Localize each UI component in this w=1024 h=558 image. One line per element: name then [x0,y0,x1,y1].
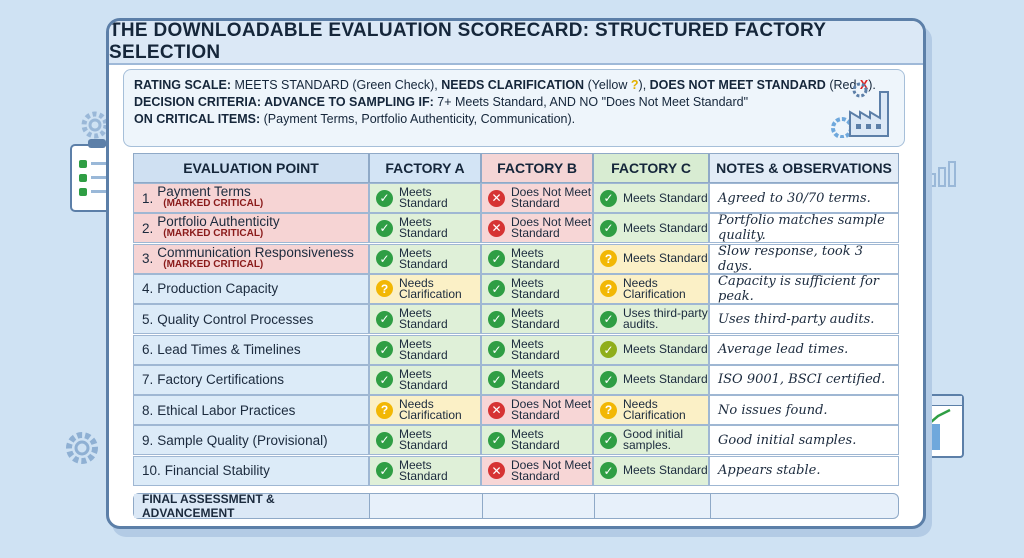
check-icon: ✓ [488,280,505,297]
final-assessment-row [133,493,899,519]
status-label: Does Not Meet Standard [511,457,592,483]
decision-criteria-line: DECISION CRITERIA: ADVANCE TO SAMPLING IF: 7+ Meets Standard, AND NO "Does Not Meet Standard" [134,95,749,109]
check-icon: ✓ [600,371,617,388]
notes-cell: Average lead times. [709,335,899,365]
header-factory-a: FACTORY A [369,153,481,183]
status-label: Does Not Meet Standard [511,185,592,210]
factory-a-status-cell [369,365,481,395]
notes-cell: Slow response, took 3 days. [709,244,899,274]
factory-c-status-cell [593,335,709,365]
factory-a-status-cell [369,244,481,274]
status-label: Needs Clarification [623,397,686,423]
factory-c-status-cell [593,304,709,334]
factory-icon [802,76,898,138]
check-icon: ✓ [488,341,505,358]
factory-a-status-cell [369,274,481,304]
notes-cell: Good initial samples. [709,425,899,455]
factory-b-status-cell [481,335,593,365]
check-icon: ✓ [600,432,617,449]
factory-a-status-cell [369,456,481,486]
notes-cell: Appears stable. [709,456,899,486]
check-icon: ✓ [600,311,617,328]
check-icon: ✓ [376,462,393,479]
evaluation-point-name: Production Capacity [157,281,279,297]
notes-cell: ISO 9001, BSCI certified. [709,365,899,395]
status-label: Meets Standard [399,457,448,483]
notes-cell: Portfolio matches sample quality. [709,213,899,243]
check-icon: ✓ [376,250,393,267]
status-label: Meets Standard [511,306,560,332]
factory-a-status-cell [369,304,481,334]
check-icon: ✓ [600,462,617,479]
evaluation-point-cell: 3. Communication Responsiveness (MARKED CRITICAL) [133,244,369,274]
check-icon: ✓ [488,250,505,267]
status-label: Needs Clarification [399,397,462,423]
critical-tag: (MARKED CRITICAL) [163,228,264,240]
status-label: Meets Standard [623,190,708,205]
question-icon: ? [600,402,617,419]
status-label: Meets Standard [399,306,448,332]
factory-b-status-cell [481,425,593,455]
critical-items-line: ON CRITICAL ITEMS: (Payment Terms, Portfolio Authenticity, Communication). [134,112,576,126]
evaluation-point-cell: 1. Payment Terms (MARKED CRITICAL) [133,183,369,213]
factory-b-status-cell [481,395,593,425]
evaluation-point-cell: 4. Production Capacity [133,274,369,304]
notes-cell: No issues found. [709,395,899,425]
notes-cell: Uses third-party audits. [709,304,899,334]
red-x-icon: X [859,78,869,92]
factory-c-status-cell [593,365,709,395]
factory-c-status-cell [593,425,709,455]
question-icon: ? [376,280,393,297]
final-assessment-label: FINAL ASSESSMENT & ADVANCEMENT [134,494,370,518]
status-label: Meets Standard [511,245,560,271]
yellow-question-icon: ? [630,78,639,92]
status-label: Meets Standard [623,251,708,266]
status-label: Needs Clarification [623,275,686,301]
evaluation-point-name: Factory Certifications [157,372,285,388]
status-label: Meets Standard [511,336,560,362]
factory-b-status-cell [481,365,593,395]
question-icon: ? [600,280,617,297]
factory-a-status-cell [369,183,481,213]
x-icon: ✕ [488,220,505,237]
factory-c-status-cell [593,183,709,213]
notes-cell: Capacity is sufficient for peak. [709,274,899,304]
factory-a-status-cell [369,213,481,243]
factory-c-status-cell [593,456,709,486]
evaluation-point-cell: 10. Financial Stability [133,456,369,486]
status-label: Meets Standard [623,220,708,235]
status-label: Meets Standard [399,427,448,453]
check-icon: ✓ [600,220,617,237]
status-label: Good initial samples. [623,427,684,453]
check-icon: ✓ [488,371,505,388]
factory-b-status-cell [481,456,593,486]
x-icon: ✕ [488,462,505,479]
notes-cell: Agreed to 30/70 terms. [709,183,899,213]
evaluation-point-name: Lead Times & Timelines [157,342,301,357]
status-label: Meets Standard [399,366,448,392]
status-label: Does Not Meet Standard [511,215,592,241]
evaluation-point-name: Payment Terms [157,184,251,199]
bar-chart-icon [926,160,960,188]
gear-icon [62,428,102,468]
factory-b-status-cell [481,213,593,243]
question-icon: ? [600,250,617,267]
factory-c-status-cell [593,213,709,243]
header-factory-b: FACTORY B [481,153,593,183]
factory-a-status-cell [369,335,481,365]
factory-a-status-cell [369,395,481,425]
check-icon: ✓ [376,220,393,237]
evaluation-point-cell: 9. Sample Quality (Provisional) [133,425,369,455]
evaluation-point-cell: 5. Quality Control Processes [133,304,369,334]
factory-c-status-cell [593,274,709,304]
status-label: Meets Standard [399,185,448,210]
status-label: Meets Standard [399,336,448,362]
factory-b-status-cell [481,274,593,304]
check-icon: ✓ [600,341,617,358]
page-title: THE DOWNLOADABLE EVALUATION SCORECARD: STRUCTURED FACTORY SELECTION [109,21,923,65]
status-label: Meets Standard [399,245,448,271]
status-label: Meets Standard [511,427,560,453]
critical-tag: (MARKED CRITICAL) [163,258,264,270]
scorecard-card [106,18,926,529]
evaluation-point-name: Quality Control Processes [157,311,314,327]
status-label: Meets Standard [511,275,560,301]
question-icon: ? [376,402,393,419]
header-factory-c: FACTORY C [593,153,709,183]
status-label: Meets Standard [399,215,448,241]
status-label: Meets Standard [623,342,708,356]
factory-b-status-cell [481,304,593,334]
evaluation-point-name: Ethical Labor Practices [157,402,296,418]
check-icon: ✓ [376,311,393,328]
evaluation-point-name: Sample Quality (Provisional) [157,432,328,448]
x-icon: ✕ [488,190,505,207]
rules-panel [123,69,905,147]
evaluation-point-name: Communication Responsiveness [157,244,354,260]
check-icon: ✓ [376,432,393,449]
status-label: Uses third-party audits. [623,306,708,332]
evaluation-point-cell: 2. Portfolio Authenticity (MARKED CRITICAL) [133,213,369,243]
factory-c-status-cell [593,244,709,274]
check-icon: ✓ [488,432,505,449]
check-icon: ✓ [376,341,393,358]
header-evaluation-point: EVALUATION POINT [133,153,369,183]
factory-a-status-cell [369,425,481,455]
status-label: Meets Standard [623,372,708,387]
check-icon: ✓ [376,190,393,207]
rating-scale-line: RATING SCALE: MEETS STANDARD (Green Check), NEEDS CLARIFICATION (Yellow ?), DOES NOT MEET STANDARD (Red X). [134,78,876,92]
evaluation-point-cell: 8. Ethical Labor Practices [133,395,369,425]
check-icon: ✓ [600,190,617,207]
evaluation-point-name: Financial Stability [164,463,270,479]
x-icon: ✕ [488,402,505,419]
evaluation-point-name: Portfolio Authenticity [157,214,280,230]
critical-tag: (MARKED CRITICAL) [163,198,264,209]
status-label: Does Not Meet Standard [511,397,592,423]
status-label: Meets Standard [511,366,560,392]
status-label: Needs Clarification [399,275,462,301]
factory-b-status-cell [481,183,593,213]
check-icon: ✓ [376,371,393,388]
factory-b-status-cell [481,244,593,274]
header-notes: NOTES & OBSERVATIONS [709,153,899,183]
evaluation-point-cell: 7. Factory Certifications [133,365,369,395]
check-icon: ✓ [488,311,505,328]
factory-c-status-cell [593,395,709,425]
evaluation-point-cell: 6. Lead Times & Timelines [133,335,369,365]
status-label: Meets Standard [623,463,708,478]
